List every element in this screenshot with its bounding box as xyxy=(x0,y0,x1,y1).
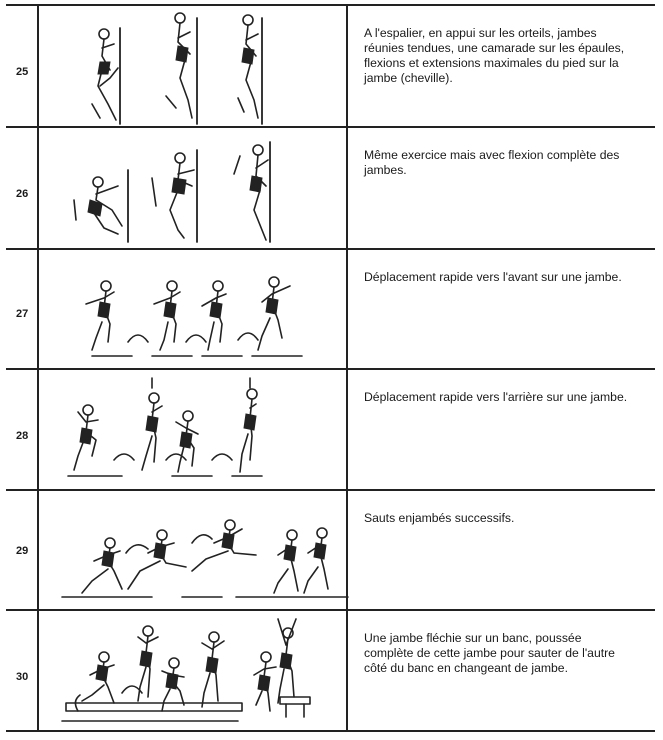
table-row xyxy=(6,368,655,489)
exercise-description: Une jambe fléchie sur un banc, poussée complète de cette jambe pour sauter de l'autre côté du banc en changeant de jambe. xyxy=(364,631,615,675)
gymnast-illustration-icon xyxy=(52,613,348,727)
exercise-number: 27 xyxy=(16,308,29,320)
gymnast-illustration-icon xyxy=(52,130,348,246)
exercise-description: Déplacement rapide vers l'arrière sur une jambe. xyxy=(364,390,628,404)
exercise-number: 30 xyxy=(16,671,29,683)
gymnast-illustration-icon xyxy=(52,8,348,124)
exercise-description: Même exercice mais avec flexion complète des jambes. xyxy=(364,148,620,177)
table-border-bottom xyxy=(6,730,655,732)
exercise-description: Déplacement rapide vers l'avant sur une jambe. xyxy=(364,270,622,284)
table-row xyxy=(6,248,655,368)
exercise-table xyxy=(6,4,655,732)
table-row xyxy=(6,609,655,730)
exercise-number: 29 xyxy=(16,545,29,557)
table-row xyxy=(6,489,655,609)
table-row xyxy=(6,4,655,126)
gymnast-illustration-icon xyxy=(52,509,348,605)
gymnast-illustration-icon xyxy=(52,262,348,362)
gymnast-illustration-icon xyxy=(52,376,348,484)
table-row xyxy=(6,126,655,248)
exercise-number: 28 xyxy=(16,430,29,442)
exercise-number: 26 xyxy=(16,188,29,200)
exercise-number: 25 xyxy=(16,66,29,78)
exercise-description: Sauts enjambés successifs. xyxy=(364,511,515,525)
exercise-description: A l'espalier, en appui sur les orteils, jambes réunies tendues, une camarade sur les épaules, flexions et extensions maximales du pied sur la jambe (cheville). xyxy=(364,26,625,85)
